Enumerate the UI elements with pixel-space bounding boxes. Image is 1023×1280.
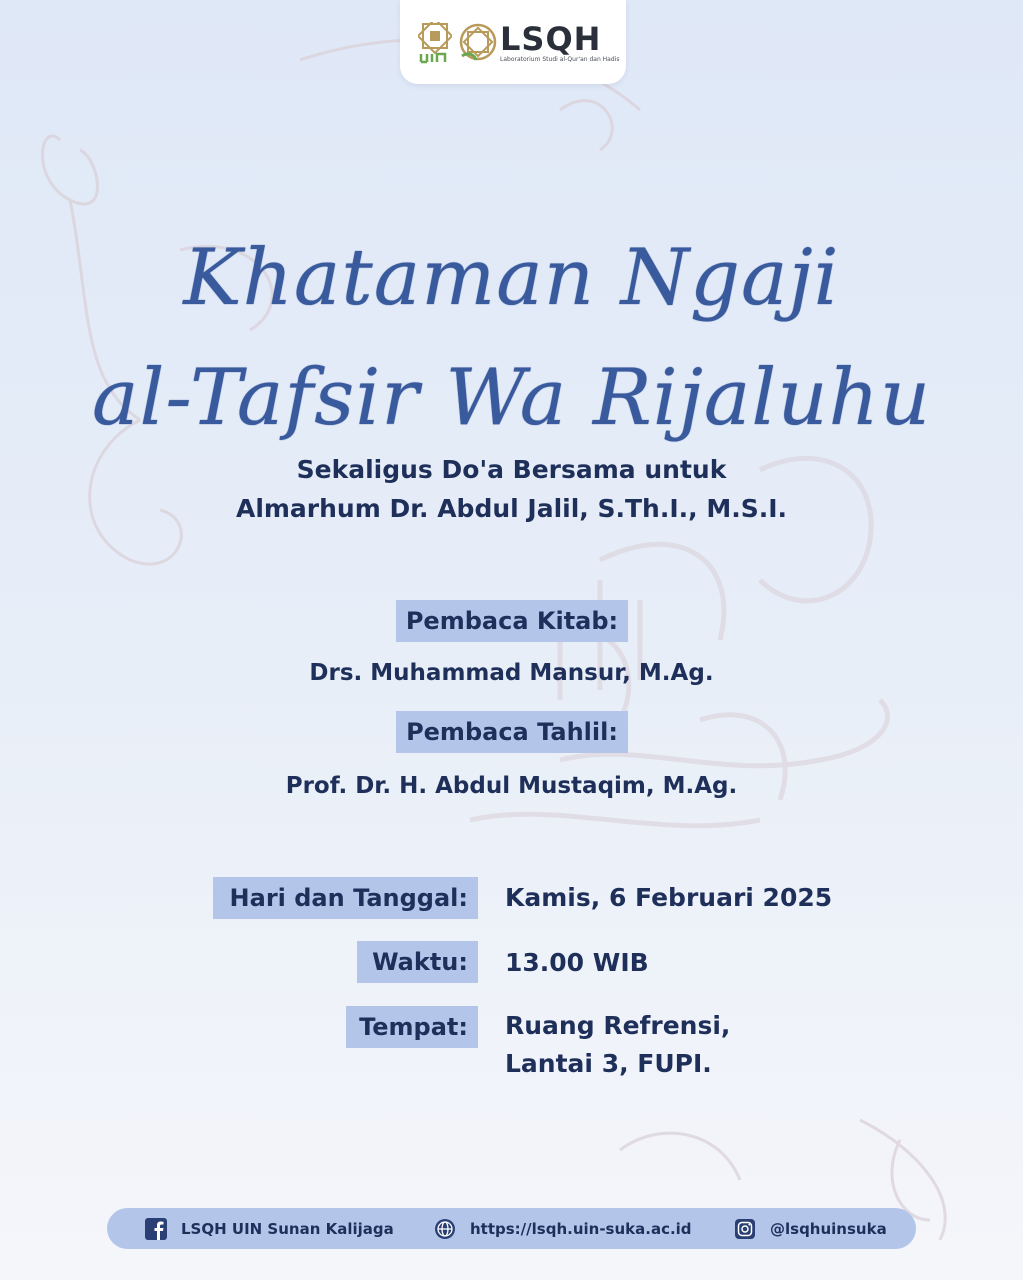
footer-website-text: https://lsqh.uin-suka.ac.id: [470, 1219, 692, 1238]
role-name-tahlil: Prof. Dr. H. Abdul Mustaqim, M.Ag.: [285, 773, 738, 799]
value-place-line-2: Lantai 3, FUPI.: [505, 1049, 712, 1078]
label-time: Waktu:: [357, 941, 478, 983]
footer-instagram[interactable]: [734, 1208, 887, 1249]
label-date: Hari dan Tanggal:: [213, 877, 478, 919]
title-line-1: Khataman Ngaji: [183, 233, 840, 323]
lsqh-logo-tagline: Laboratorium Studi al-Qur'an dan Hadis: [500, 56, 620, 63]
footer-bar: [107, 1208, 916, 1249]
value-date: Kamis, 6 Februari 2025: [505, 883, 833, 912]
role-label-tahlil: Pembaca Tahlil:: [396, 711, 628, 753]
role-name-kitab: Drs. Muhammad Mansur, M.Ag.: [309, 660, 714, 686]
subtitle-line-1: Sekaligus Do'a Bersama untuk: [296, 455, 727, 484]
value-place-line-1: Ruang Refrensi,: [505, 1011, 731, 1040]
title-line-2: al-Tafsir Wa Rijaluhu: [91, 353, 932, 443]
logo-card: [400, 0, 626, 84]
value-time: 13.00 WIB: [505, 948, 649, 977]
subtitle-line-2: Almarhum Dr. Abdul Jalil, S.Th.I., M.S.I.: [235, 494, 788, 523]
footer-facebook[interactable]: [145, 1208, 394, 1249]
role-label-kitab: Pembaca Kitab:: [396, 600, 628, 642]
facebook-icon: [145, 1218, 167, 1240]
globe-icon: [434, 1218, 456, 1240]
footer-facebook-text: LSQH UIN Sunan Kalijaga: [181, 1219, 394, 1238]
lsqh-logo-text: LSQH: [500, 20, 602, 58]
footer-instagram-text: @lsqhuinsuka: [770, 1219, 887, 1238]
footer-website[interactable]: [434, 1208, 692, 1249]
uin-logo-icon: [418, 22, 452, 64]
lsqh-logo-icon: [458, 22, 498, 62]
instagram-icon: [734, 1218, 756, 1240]
label-place: Tempat:: [346, 1006, 478, 1048]
